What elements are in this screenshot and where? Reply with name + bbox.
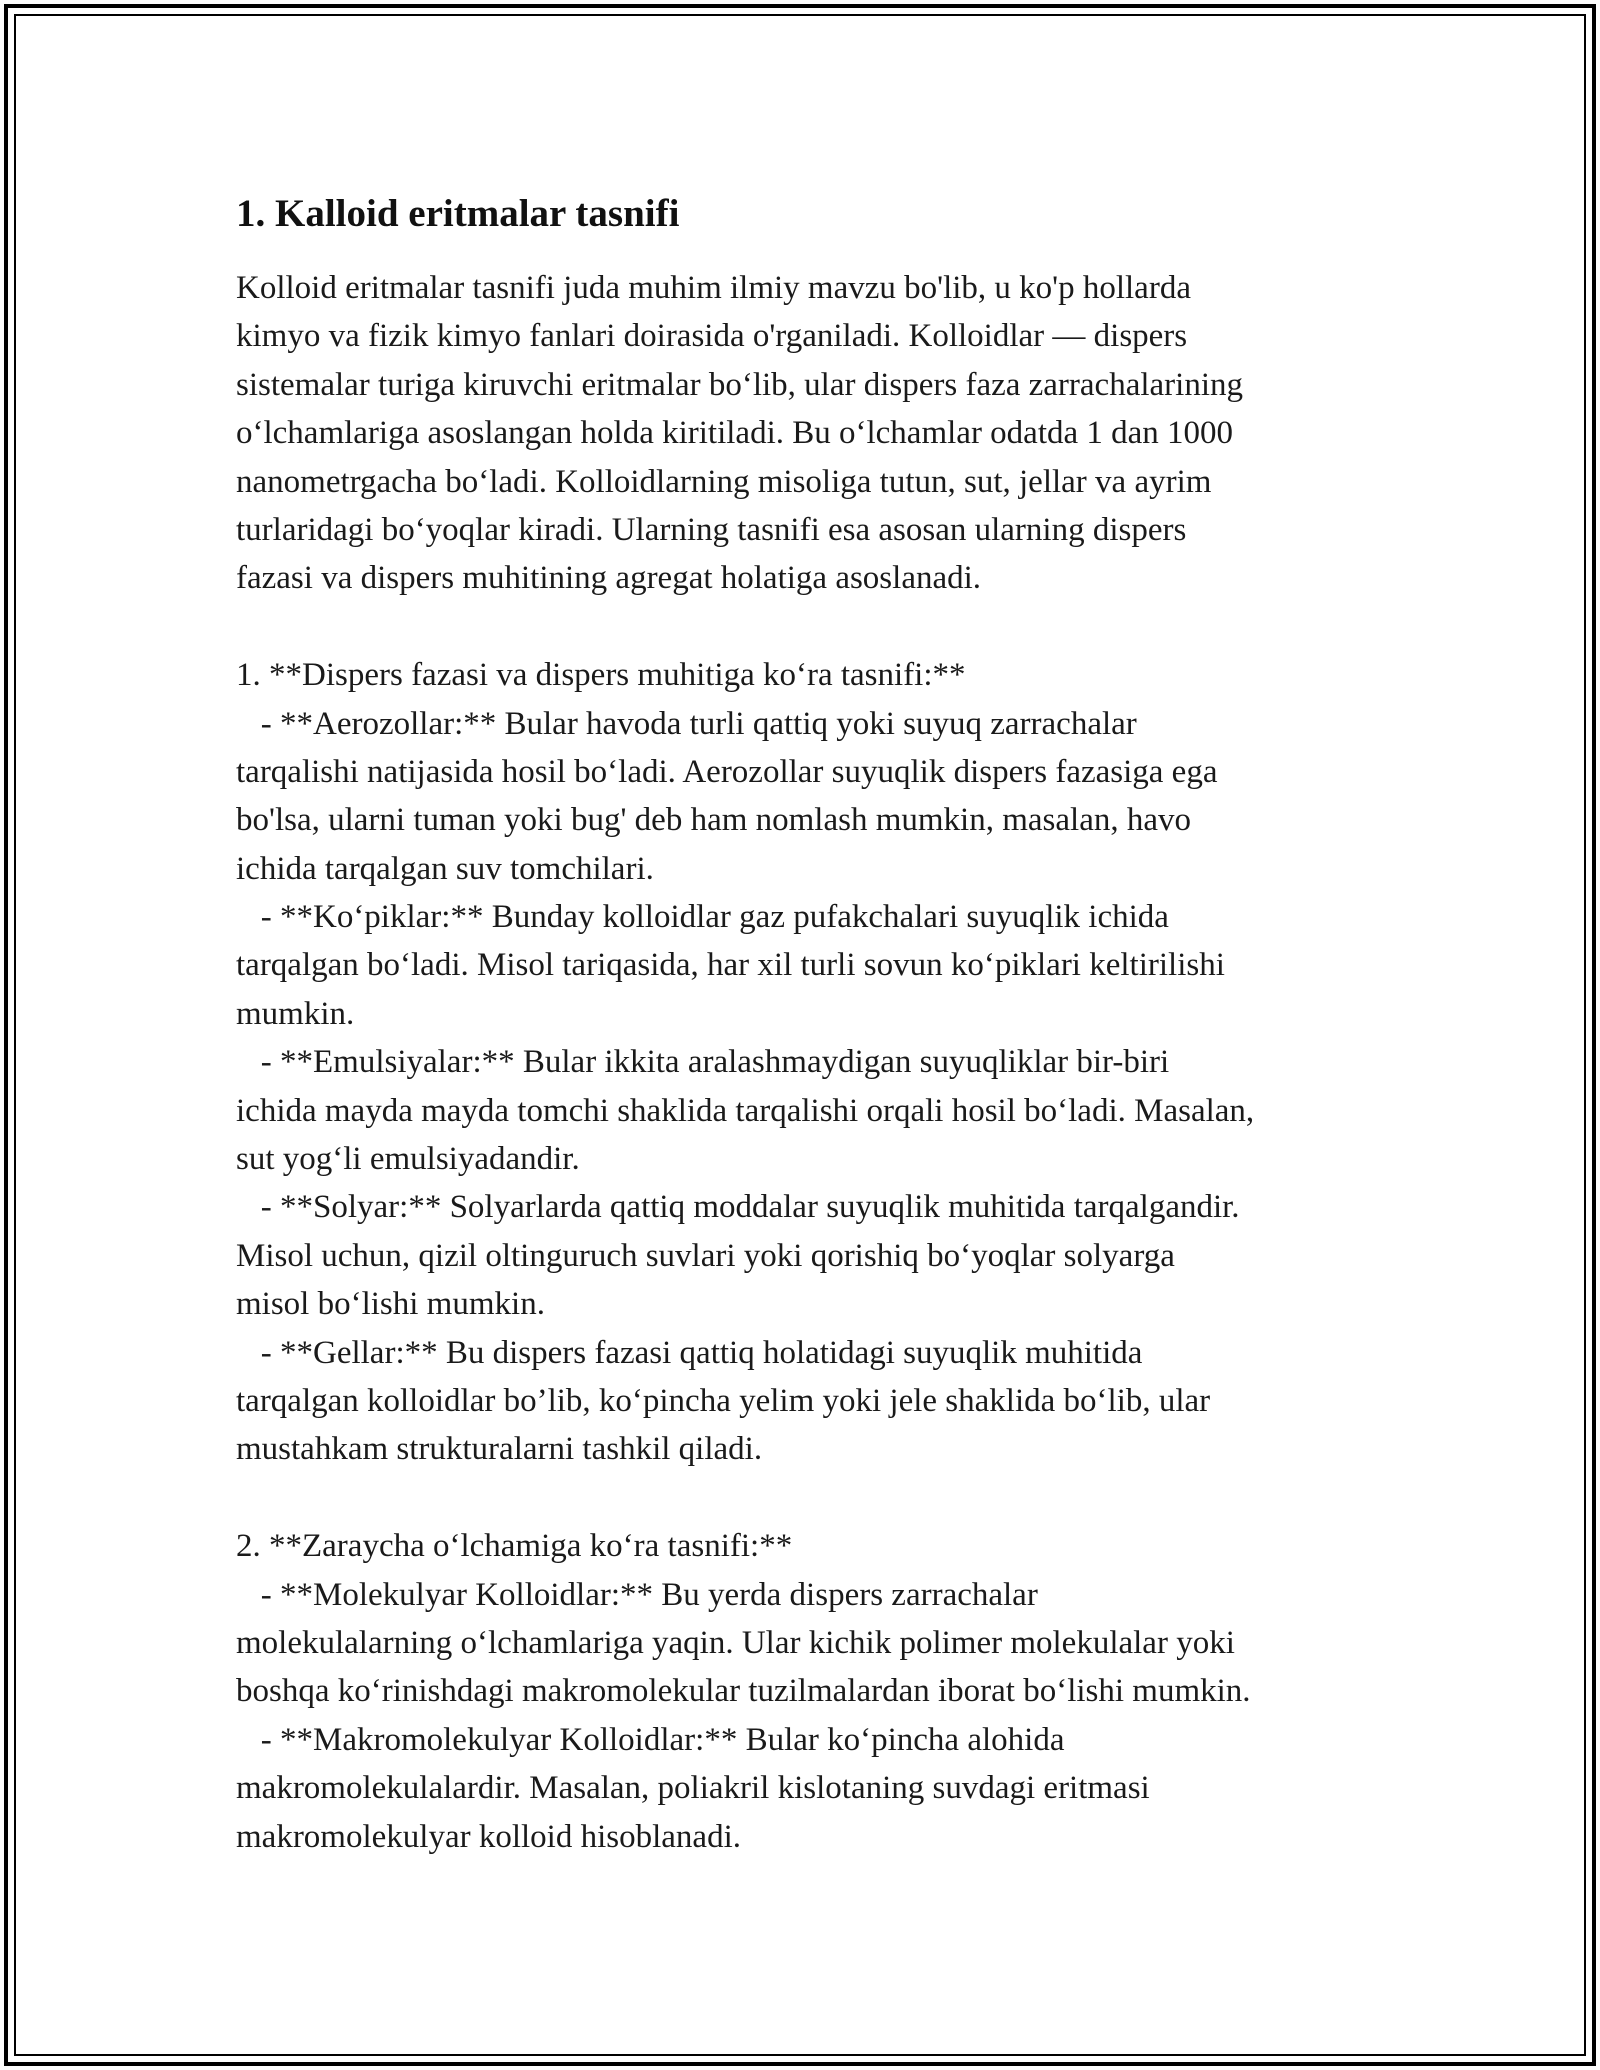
text-line: sistemalar turiga kiruvchi eritmalar bo‘lib, ular dispers faza zarrachalarining <box>236 366 1243 403</box>
text-line: tarqalgan kolloidlar bo’lib, ko‘pincha yelim yoki jele shaklida bo‘lib, ular <box>236 1382 1211 1419</box>
text-line: turlaridagi bo‘yoqlar kiradi. Ularning tasnifi esa asosan ularning dispers <box>236 511 1187 548</box>
blank-line <box>236 603 1386 651</box>
text-line: kimyo va fizik kimyo fanlari doirasida o'rganiladi. Kolloidlar — dispers <box>236 318 1188 355</box>
text-line: bo'lsa, ularni tuman yoki bug' deb ham nomlash mumkin, masalan, havo <box>236 802 1191 839</box>
list-item-makromolekulyar: - **Makromolekulyar Kolloidlar:** Bular ko‘pincha alohida <box>236 1721 1065 1758</box>
list-item-kopiklar: - **Ko‘piklar:** Bunday kolloidlar gaz pufakchalari suyuqlik ichida <box>236 899 1169 936</box>
text-line: molekulalarning o‘lchamlariga yaqin. Ular kichik polimer molekulalar yoki <box>236 1624 1235 1661</box>
document-title: 1. Kalloid eritmalar tasnifi <box>236 192 680 235</box>
text-line: ichida mayda mayda tomchi shaklida tarqalishi orqali hosil bo‘ladi. Masalan, <box>236 1092 1255 1129</box>
blank-line <box>236 1474 1386 1522</box>
text-line: tarqalgan bo‘ladi. Misol tariqasida, har xil turli sovun ko‘piklari keltirilishi <box>236 947 1225 984</box>
text-line: mustahkam strukturalarni tashkil qiladi. <box>236 1431 763 1468</box>
text-line: fazasi va dispers muhitining agregat holatiga asoslanadi. <box>236 560 982 597</box>
text-line: nanometrgacha bo‘ladi. Kolloidlarning misoliga tutun, sut, jellar va ayrim <box>236 463 1212 500</box>
list-item-solyar: - **Solyar:** Solyarlarda qattiq moddalar suyuqlik muhitida tarqalgandir. <box>236 1189 1240 1226</box>
list-item-molekulyar: - **Molekulyar Kolloidlar:** Bu yerda dispers zarrachalar <box>236 1576 1038 1613</box>
text-line: sut yog‘li emulsiyadandir. <box>236 1141 580 1178</box>
intro-paragraph <box>236 264 1386 603</box>
text-line: tarqalishi natijasida hosil bo‘ladi. Aerozollar suyuqlik dispers fazasiga ega <box>236 753 1218 790</box>
text-line: o‘lchamlariga asoslangan holda kiritiladi. Bu o‘lchamlar odatda 1 dan 1000 <box>236 415 1234 452</box>
text-line: misol bo‘lishi mumkin. <box>236 1286 545 1323</box>
text-line: Kolloid eritmalar tasnifi juda muhim ilmiy mavzu bo'lib, u ko'p hollarda <box>236 270 1191 306</box>
text-line: ichida tarqalgan suv tomchilari. <box>236 850 654 887</box>
list-item-emulsiyalar: - **Emulsiyalar:** Bular ikkita aralashmaydigan suyuqliklar bir-biri <box>236 1044 1170 1081</box>
section-heading: 1. **Dispers fazasi va dispers muhitiga ko‘ra tasnifi:** <box>236 657 966 694</box>
text-line: makromolekulalardir. Masalan, poliakril kislotaning suvdagi eritmasi <box>236 1770 1150 1807</box>
document-body <box>236 186 1386 1861</box>
text-line: makromolekulyar kolloid hisoblanadi. <box>236 1818 741 1855</box>
list-item-gellar: - **Gellar:** Bu dispers fazasi qattiq holatidagi suyuqlik muhitida <box>236 1334 1143 1371</box>
section-zaraycha-olchami <box>236 1522 1386 1861</box>
section-dispers-fazasi <box>236 651 1386 1474</box>
list-item-aerozollar: - **Aerozollar:** Bular havoda turli qattiq yoki suyuq zarrachalar <box>236 705 1137 742</box>
text-line: boshqa ko‘rinishdagi makromolekular tuzilmalardan iborat bo‘lishi mumkin. <box>236 1673 1251 1710</box>
section-heading: 2. **Zaraycha o‘lchamiga ko‘ra tasnifi:** <box>236 1528 793 1565</box>
text-line: Misol uchun, qizil oltinguruch suvlari yoki qorishiq bo‘yoqlar solyarga <box>236 1237 1175 1274</box>
text-line: mumkin. <box>236 995 355 1032</box>
